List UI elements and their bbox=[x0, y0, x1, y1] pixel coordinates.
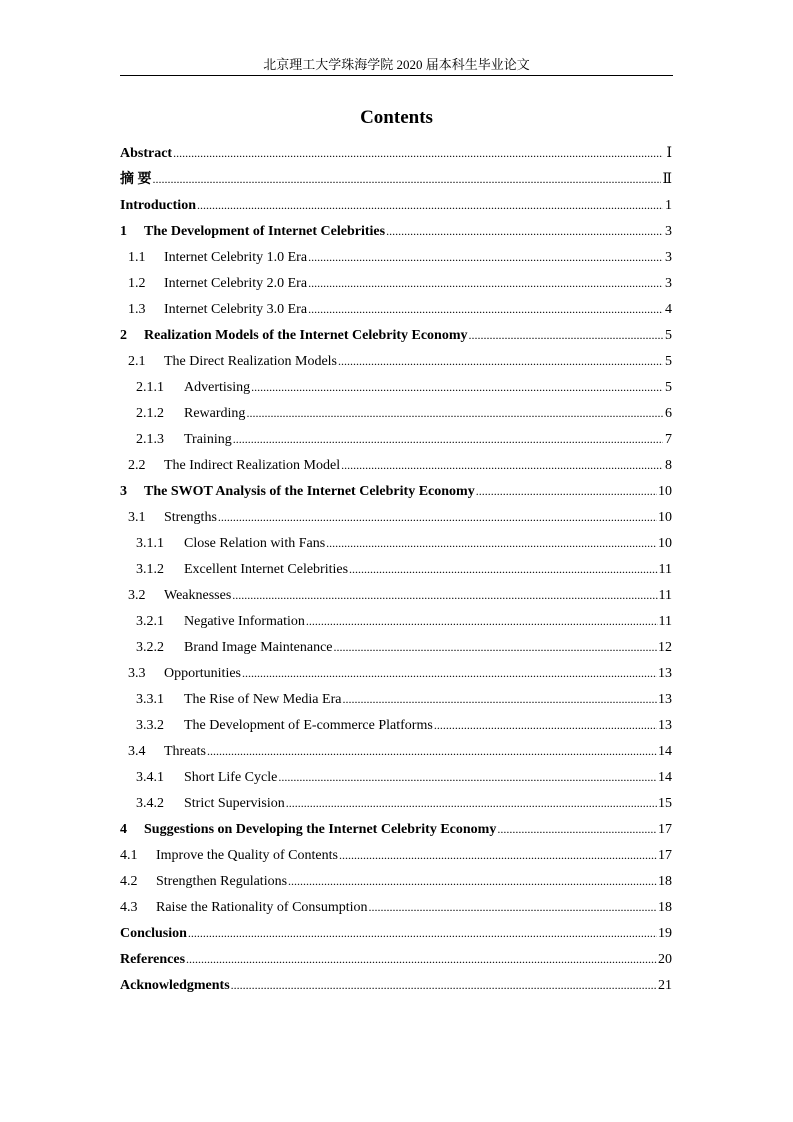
toc-entry-section-2-1-1[interactable] bbox=[120, 374, 672, 400]
toc-entry-number: 4.2 bbox=[120, 874, 138, 889]
toc-entry-page: 11 bbox=[658, 562, 672, 577]
toc-entry-page: 17 bbox=[658, 822, 672, 837]
toc-entry-page: 5 bbox=[665, 328, 672, 343]
toc-entry-section-3-3[interactable] bbox=[120, 660, 672, 686]
toc-entry-number: 1.1 bbox=[128, 250, 146, 265]
dot-leader bbox=[278, 764, 657, 790]
toc-entry-number: 3.3 bbox=[128, 666, 146, 681]
dot-leader bbox=[308, 296, 663, 322]
toc-entry-section-4-3[interactable] bbox=[120, 894, 672, 920]
toc-entry-section-2-1[interactable] bbox=[120, 348, 672, 374]
toc-entry-section-3-3-1[interactable] bbox=[120, 686, 672, 712]
table-of-contents bbox=[120, 140, 672, 998]
dot-leader bbox=[308, 244, 663, 270]
toc-entry-section-1-3[interactable] bbox=[120, 296, 672, 322]
dot-leader bbox=[369, 894, 657, 920]
toc-entry-section-3-4[interactable] bbox=[120, 738, 672, 764]
toc-entry-number: 3.4.1 bbox=[136, 770, 164, 785]
toc-entry-label: Weaknesses bbox=[164, 588, 232, 603]
dot-leader bbox=[173, 140, 663, 166]
toc-entry-number: 2 bbox=[120, 328, 127, 343]
toc-entry-page: 18 bbox=[658, 874, 672, 889]
dot-leader bbox=[186, 946, 657, 972]
toc-entry-chinese-abstract[interactable] bbox=[120, 166, 672, 192]
toc-entry-label: Introduction bbox=[120, 198, 196, 213]
toc-entry-label: Internet Celebrity 1.0 Era bbox=[164, 250, 308, 265]
toc-entry-page: 3 bbox=[665, 276, 672, 291]
toc-entry-page: 21 bbox=[658, 978, 672, 993]
dot-leader bbox=[286, 790, 657, 816]
toc-entry-label: Conclusion bbox=[120, 926, 187, 941]
toc-entry-section-3-3-2[interactable] bbox=[120, 712, 672, 738]
toc-entry-label: Negative Information bbox=[184, 614, 305, 629]
toc-entry-section-4-2[interactable] bbox=[120, 868, 672, 894]
toc-entry-section-3-2-1[interactable] bbox=[120, 608, 672, 634]
toc-entry-page: 3 bbox=[665, 250, 672, 265]
dot-leader bbox=[232, 582, 657, 608]
toc-entry-page: 7 bbox=[665, 432, 672, 447]
toc-entry-number: 3.1 bbox=[128, 510, 146, 525]
toc-entry-label: Strengths bbox=[164, 510, 217, 525]
toc-entry-label: The Indirect Realization Model bbox=[164, 458, 341, 473]
toc-entry-page: 18 bbox=[658, 900, 672, 915]
toc-entry-number: 3.3.1 bbox=[136, 692, 164, 707]
toc-entry-page: 6 bbox=[665, 406, 672, 421]
toc-entry-page: 4 bbox=[665, 302, 672, 317]
toc-entry-page: 5 bbox=[665, 380, 672, 395]
toc-entry-label: Brand Image Maintenance bbox=[184, 640, 333, 655]
toc-entry-number: 2.1.2 bbox=[136, 406, 164, 421]
toc-entry-page: 10 bbox=[658, 510, 672, 525]
toc-entry-section-1-1[interactable] bbox=[120, 244, 672, 270]
dot-leader bbox=[308, 270, 663, 296]
toc-entry-chapter-1[interactable] bbox=[120, 218, 672, 244]
toc-entry-number: 1.2 bbox=[128, 276, 146, 291]
toc-entry-number: 2.2 bbox=[128, 458, 146, 473]
toc-entry-section-2-1-3[interactable] bbox=[120, 426, 672, 452]
toc-entry-section-3-2[interactable] bbox=[120, 582, 672, 608]
toc-entry-section-2-2[interactable] bbox=[120, 452, 672, 478]
toc-entry-label: Acknowledgments bbox=[120, 978, 230, 993]
toc-entry-number: 2.1.1 bbox=[136, 380, 164, 395]
toc-entry-page: 5 bbox=[665, 354, 672, 369]
toc-entry-label: Advertising bbox=[184, 380, 251, 395]
dot-leader bbox=[349, 556, 657, 582]
dot-leader bbox=[306, 608, 658, 634]
dot-leader bbox=[342, 686, 657, 712]
dot-leader bbox=[497, 816, 657, 842]
toc-entry-page: 1 bbox=[665, 198, 672, 213]
toc-entry-page: 17 bbox=[658, 848, 672, 863]
toc-entry-label: The Development of Internet Celebrities bbox=[144, 224, 386, 239]
dot-leader bbox=[434, 712, 657, 738]
toc-entry-section-3-1[interactable] bbox=[120, 504, 672, 530]
toc-entry-label: Abstract bbox=[120, 146, 173, 161]
toc-entry-abstract[interactable] bbox=[120, 140, 672, 166]
dot-leader bbox=[469, 322, 664, 348]
toc-entry-page: 14 bbox=[658, 770, 672, 785]
toc-entry-label: Raise the Rationality of Consumption bbox=[156, 900, 368, 915]
toc-entry-number: 4.1 bbox=[120, 848, 138, 863]
toc-entry-label: The Rise of New Media Era bbox=[184, 692, 342, 707]
toc-entry-label: Strict Supervision bbox=[184, 796, 285, 811]
toc-entry-label: Training bbox=[184, 432, 232, 447]
toc-entry-conclusion[interactable] bbox=[120, 920, 672, 946]
toc-entry-page: 20 bbox=[658, 952, 672, 967]
toc-entry-page: 3 bbox=[665, 224, 672, 239]
toc-entry-label: References bbox=[120, 952, 186, 967]
toc-entry-label: Threats bbox=[164, 744, 206, 759]
dot-leader bbox=[197, 192, 663, 218]
toc-entry-section-3-2-2[interactable] bbox=[120, 634, 672, 660]
toc-entry-label: Opportunities bbox=[164, 666, 241, 681]
toc-entry-label: The SWOT Analysis of the Internet Celebrity Economy bbox=[144, 484, 475, 499]
dot-leader bbox=[326, 530, 657, 556]
dot-leader bbox=[246, 400, 663, 426]
toc-entry-number: 3.4.2 bbox=[136, 796, 164, 811]
toc-entry-page: 13 bbox=[658, 666, 672, 681]
toc-entry-number: 3.2 bbox=[128, 588, 146, 603]
dot-leader bbox=[242, 660, 657, 686]
toc-entry-number: 3.3.2 bbox=[136, 718, 164, 733]
toc-entry-number: 3.2.2 bbox=[136, 640, 164, 655]
toc-entry-number: 3.1.2 bbox=[136, 562, 164, 577]
dot-leader bbox=[339, 842, 657, 868]
toc-entry-page: 8 bbox=[665, 458, 672, 473]
toc-entry-section-3-4-2[interactable] bbox=[120, 790, 672, 816]
dot-leader bbox=[386, 218, 663, 244]
dot-leader bbox=[338, 348, 663, 374]
toc-entry-section-3-4-1[interactable] bbox=[120, 764, 672, 790]
toc-entry-number: 3.2.1 bbox=[136, 614, 164, 629]
toc-entry-acknowledgments[interactable] bbox=[120, 972, 672, 998]
toc-entry-number: 3.4 bbox=[128, 744, 146, 759]
toc-entry-label: Strengthen Regulations bbox=[156, 874, 288, 889]
toc-entry-label: Excellent Internet Celebrities bbox=[184, 562, 349, 577]
toc-entry-number: 4.3 bbox=[120, 900, 138, 915]
toc-entry-number: 3.1.1 bbox=[136, 536, 164, 551]
toc-entry-label: Suggestions on Developing the Internet Celebrity Economy bbox=[144, 822, 497, 837]
dot-leader bbox=[188, 920, 657, 946]
dot-leader bbox=[334, 634, 658, 660]
toc-entry-label: Close Relation with Fans bbox=[184, 536, 326, 551]
toc-entry-section-3-1-2[interactable] bbox=[120, 556, 672, 582]
toc-entry-page: 13 bbox=[658, 718, 672, 733]
toc-entry-label: The Direct Realization Models bbox=[164, 354, 337, 369]
toc-entry-number: 1.3 bbox=[128, 302, 146, 317]
toc-entry-page: 10 bbox=[658, 536, 672, 551]
toc-entry-label: Rewarding bbox=[184, 406, 246, 421]
toc-entry-page: 15 bbox=[658, 796, 672, 811]
dot-leader bbox=[233, 426, 663, 452]
dot-leader bbox=[218, 504, 657, 530]
dot-leader bbox=[476, 478, 657, 504]
toc-entry-label: Short Life Cycle bbox=[184, 770, 278, 785]
toc-entry-number: 3 bbox=[120, 484, 127, 499]
toc-entry-label: Realization Models of the Internet Celebrity Economy bbox=[144, 328, 468, 343]
toc-entry-label: Improve the Quality of Contents bbox=[156, 848, 338, 863]
toc-entry-page: 11 bbox=[658, 614, 672, 629]
toc-entry-label: Internet Celebrity 3.0 Era bbox=[164, 302, 308, 317]
toc-entry-page: Ⅰ bbox=[666, 146, 672, 161]
toc-entry-section-3-1-1[interactable] bbox=[120, 530, 672, 556]
toc-entry-references[interactable] bbox=[120, 946, 672, 972]
dot-leader bbox=[231, 972, 657, 998]
dot-leader bbox=[251, 374, 663, 400]
toc-entry-number: 2.1.3 bbox=[136, 432, 164, 447]
dot-leader bbox=[153, 166, 662, 192]
toc-entry-introduction[interactable] bbox=[120, 192, 672, 218]
toc-entry-page: 14 bbox=[658, 744, 672, 759]
toc-entry-page: Ⅱ bbox=[662, 172, 672, 187]
toc-entry-section-4-1[interactable] bbox=[120, 842, 672, 868]
toc-entry-page: 11 bbox=[658, 588, 672, 603]
header-rule bbox=[120, 75, 673, 76]
toc-entry-page: 13 bbox=[658, 692, 672, 707]
toc-entry-chapter-3[interactable] bbox=[120, 478, 672, 504]
dot-leader bbox=[207, 738, 657, 764]
dot-leader bbox=[288, 868, 657, 894]
toc-entry-label: Internet Celebrity 2.0 Era bbox=[164, 276, 308, 291]
toc-entry-page: 19 bbox=[658, 926, 672, 941]
toc-entry-page: 12 bbox=[658, 640, 672, 655]
dot-leader bbox=[341, 452, 663, 478]
toc-entry-number: 1 bbox=[120, 224, 127, 239]
toc-entry-chapter-2[interactable] bbox=[120, 322, 672, 348]
toc-entry-section-2-1-2[interactable] bbox=[120, 400, 672, 426]
toc-entry-number: 2.1 bbox=[128, 354, 146, 369]
toc-entry-label: The Development of E-commerce Platforms bbox=[184, 718, 433, 733]
toc-entry-section-1-2[interactable] bbox=[120, 270, 672, 296]
toc-entry-number: 4 bbox=[120, 822, 127, 837]
toc-entry-label: 摘 要 bbox=[120, 172, 152, 187]
page-header: 北京理工大学珠海学院 2020 届本科生毕业论文 bbox=[263, 57, 530, 72]
toc-entry-chapter-4[interactable] bbox=[120, 816, 672, 842]
page-title: Contents bbox=[360, 107, 433, 128]
toc-entry-page: 10 bbox=[658, 484, 672, 499]
